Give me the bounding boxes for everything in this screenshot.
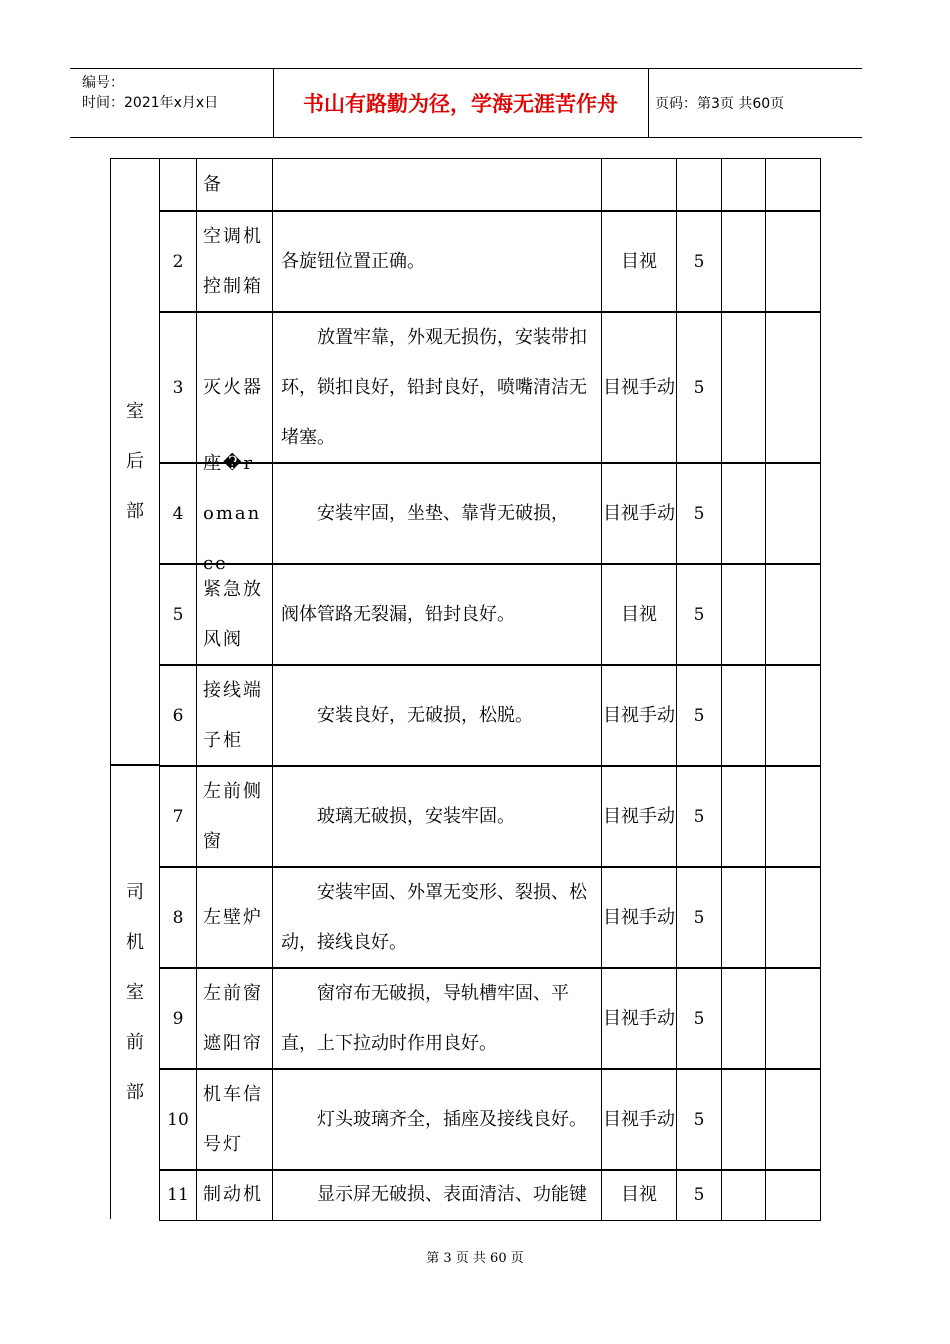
score-value: 5	[676, 664, 722, 767]
standard-text: 安装牢固、外罩无变形、裂损、松动，接线良好。	[272, 866, 602, 969]
blank-cell	[765, 210, 821, 313]
motto: 书山有路勤为径，学海无涯苦作舟	[303, 92, 618, 116]
score-value: 5	[676, 311, 722, 464]
section-char: 司	[126, 881, 144, 903]
section-char: 室	[126, 981, 144, 1003]
header-meta	[82, 73, 218, 113]
section-char: 后	[126, 450, 144, 472]
blank-cell	[721, 1068, 766, 1171]
blank-cell	[765, 765, 821, 868]
blank-cell	[765, 866, 821, 969]
blank-cell	[765, 158, 821, 212]
method-text: 目视手动	[601, 967, 677, 1070]
table-row	[160, 867, 824, 969]
blank-cell	[765, 1169, 821, 1221]
page-info: 页码：第3页 共60页	[655, 96, 785, 112]
table-row	[160, 968, 824, 1070]
table-row	[160, 159, 824, 212]
table-row	[160, 452, 824, 574]
row-number: 5	[159, 563, 197, 666]
row-number: 4	[159, 462, 197, 565]
page-header	[70, 68, 862, 138]
blank-cell	[721, 664, 766, 767]
score-value: 5	[676, 563, 722, 666]
standard-text	[272, 158, 602, 212]
item-name: 座�romance	[196, 462, 273, 565]
standard-text: 阀体管路无裂漏，铅封良好。	[272, 563, 602, 666]
blank-cell	[765, 1068, 821, 1171]
section-char: 机	[126, 931, 144, 953]
row-number: 3	[159, 311, 197, 464]
score-value: 5	[676, 866, 722, 969]
score-value: 5	[676, 1169, 722, 1221]
item-name: 机车信号灯	[196, 1068, 273, 1171]
row-number: 2	[159, 210, 197, 313]
item-name: 灭火器	[196, 311, 273, 464]
standard-text: 玻璃无破损，安装牢固。	[272, 765, 602, 868]
table-row	[160, 211, 824, 313]
score-value: 5	[676, 765, 722, 868]
row-number: 7	[159, 765, 197, 868]
serial-label: 编号：	[82, 75, 124, 91]
row-number	[159, 158, 197, 212]
method-text: 目视	[601, 563, 677, 666]
blank-cell	[721, 462, 766, 565]
section-char: 前	[126, 1031, 144, 1053]
blank-cell	[721, 311, 766, 464]
section-cell	[110, 158, 160, 765]
section-cell	[110, 765, 160, 1219]
row-number: 9	[159, 967, 197, 1070]
table-row	[160, 1170, 824, 1221]
blank-cell	[765, 967, 821, 1070]
standard-text: 灯头玻璃齐全，插座及接线良好。	[272, 1068, 602, 1171]
standard-text: 窗帘布无破损，导轨槽牢固、平直，上下拉动时作用良好。	[272, 967, 602, 1070]
table-row	[160, 766, 824, 868]
page-footer: 第 3 页 共 60 页	[426, 1251, 524, 1266]
item-name: 紧急放风阀	[196, 563, 273, 666]
method-text: 目视手动	[601, 664, 677, 767]
standard-text: 显示屏无破损、表面清洁、功能键	[272, 1169, 602, 1221]
method-text: 目视手动	[601, 866, 677, 969]
method-text: 目视手动	[601, 462, 677, 565]
standard-text: 安装牢固，坐垫、靠背无破损，	[272, 462, 602, 565]
standard-text: 安装良好，无破损，松脱。	[272, 664, 602, 767]
blank-cell	[721, 967, 766, 1070]
row-number: 6	[159, 664, 197, 767]
item-name: 备	[196, 158, 273, 212]
standard-text: 放置牢靠，外观无损伤，安装带扣环，锁扣良好，铅封良好，喷嘴清洁无堵塞。	[272, 311, 602, 464]
blank-cell	[721, 1169, 766, 1221]
blank-cell	[765, 563, 821, 666]
header-divider	[648, 69, 649, 137]
method-text: 目视	[601, 1169, 677, 1221]
blank-cell	[721, 765, 766, 868]
section-char: 室	[126, 400, 144, 422]
row-number: 8	[159, 866, 197, 969]
score-value: 5	[676, 462, 722, 565]
item-name: 左壁炉	[196, 866, 273, 969]
score-value: 5	[676, 967, 722, 1070]
blank-cell	[765, 462, 821, 565]
table-row	[160, 665, 824, 767]
score-value: 5	[676, 210, 722, 313]
blank-cell	[721, 210, 766, 313]
item-name: 左前侧窗	[196, 765, 273, 868]
method-text	[601, 158, 677, 212]
table-row	[160, 1069, 824, 1171]
method-text: 目视	[601, 210, 677, 313]
blank-cell	[765, 664, 821, 767]
row-number: 10	[159, 1068, 197, 1171]
blank-cell	[721, 866, 766, 969]
method-text: 目视手动	[601, 1068, 677, 1171]
method-text: 目视手动	[601, 765, 677, 868]
section-char: 部	[126, 1081, 144, 1103]
item-name: 制动机	[196, 1169, 273, 1221]
item-name: 接线端子柜	[196, 664, 273, 767]
method-text: 目视手动	[601, 311, 677, 464]
table-row	[160, 564, 824, 666]
blank-cell	[721, 158, 766, 212]
score-value: 5	[676, 1068, 722, 1171]
standard-text: 各旋钮位置正确。	[272, 210, 602, 313]
section-char: 部	[126, 500, 144, 522]
item-name: 空调机控制箱	[196, 210, 273, 313]
row-number: 11	[159, 1169, 197, 1221]
blank-cell	[765, 311, 821, 464]
blank-cell	[721, 563, 766, 666]
time-label: 时间：2021年x月x日	[82, 95, 219, 111]
score-value	[676, 158, 722, 212]
item-name: 左前窗遮阳帘	[196, 967, 273, 1070]
